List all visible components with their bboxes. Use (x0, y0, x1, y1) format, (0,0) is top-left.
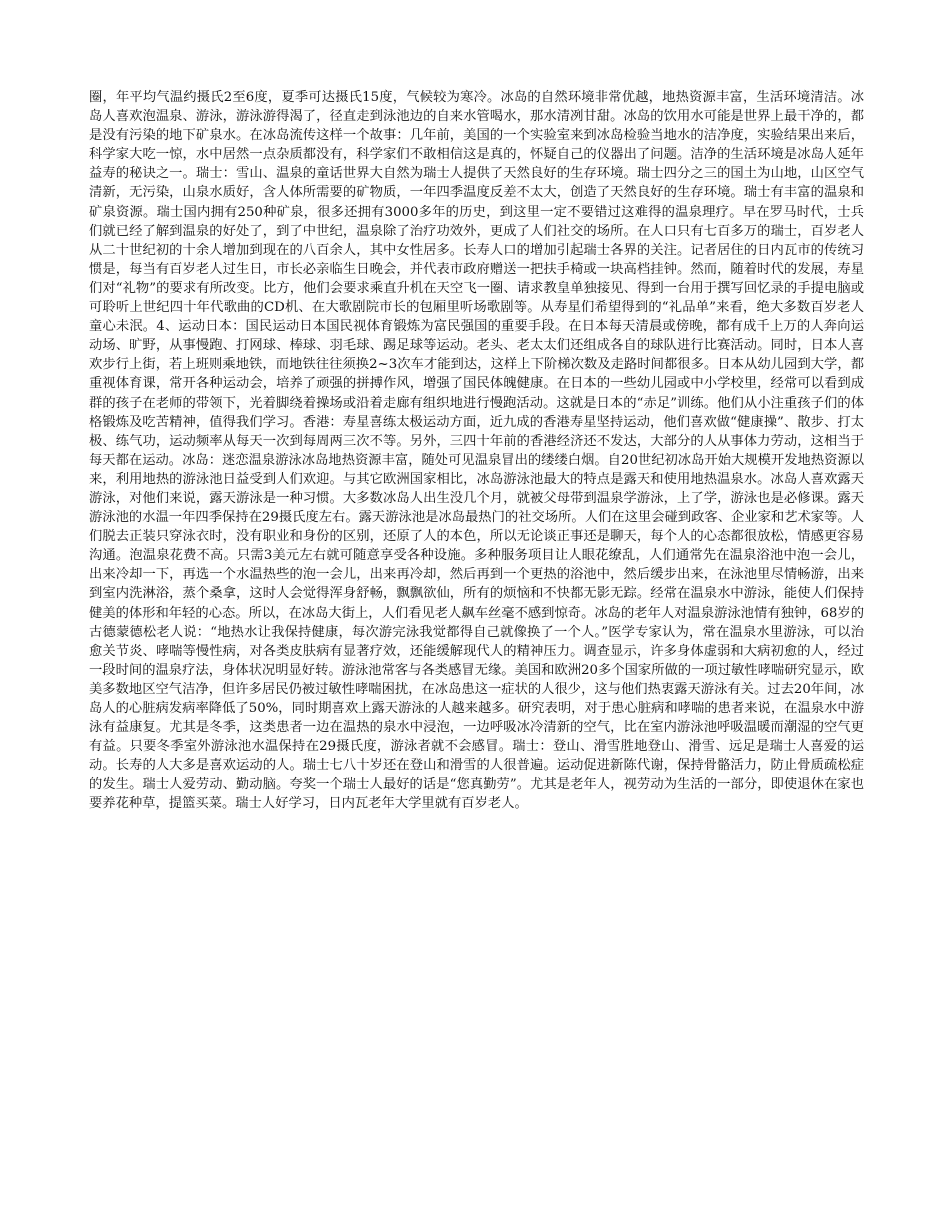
body-text: 圈，年平均气温约摄氏2至6度，夏季可达摄氏15度，气候较为寒冷。冰岛的自然环境非常优越，地热资源丰富，生活环境清洁。冰岛人喜欢泡温泉、游泳，游泳游得渴了，径直走到泳池边的自来水管喝水，那水清冽甘甜。冰岛的饮用水可能是世界上最干净的，都是没有污染的地下矿泉水。在冰岛流传这样一个故事：几年前，美国的一个实验室来到冰岛检验当地水的洁净度，实验结果出来后，科学家大吃一惊，水中居然一点杂质都没有，科学家们不敢相信这是真的，怀疑自己的仪器出了问题。洁净的生活环境是冰岛人延年益寿的秘诀之一。瑞士：雪山、温泉的童话世界大自然为瑞士人提供了天然良好的生存环境。瑞士四分之三的国土为山地，山区空气清新，无污染，山泉水质好，含人体所需要的矿物质，一年四季温度反差不太大，创造了天然良好的生存环境。瑞士有丰富的温泉和矿泉资源。瑞士国内拥有250种矿泉，很多还拥有3000多年的历史，到这里一定不要错过这难得的温泉理疗。早在罗马时代，士兵们就已经了解到温泉的好处了，到了中世纪，温泉除了治疗功效外，更成了人们社交的场所。在人口只有七百多万的瑞士，百岁老人从二十世纪初的十余人增加到现在的八百余人，其中女性居多。长寿人口的增加引起瑞士各界的关注。记者居住的日内瓦市的传统习惯是，每当有百岁老人过生日，市长必亲临生日晚会，并代表市政府赠送一把扶手椅或一块高档挂钟。然而，随着时代的发展，寿星们对“礼物”的要求有所改变。比方，他们会要求乘直升机在天空飞一圈、请求教皇单独接见、得到一台用于撰写回忆录的手提电脑或可聆听上世纪四十年代歌曲的CD机、在大歌剧院市长的包厢里听场歌剧等。从寿星们希望得到的“礼品单”来看，绝大多数百岁老人童心未泯。4、运动日本：国民运动日本国民视体育锻炼为富民强国的重要手段。在日本每天清晨或傍晚，都有成千上万的人奔向运动场、旷野，从事慢跑、打网球、棒球、羽毛球、踢足球等运动。老头、老太太们还组成各自的球队进行比赛活动。同时，日本人喜欢步行上街，若上班则乘地铁，而地铁往往须换2~3次车才能到达，这样上下阶梯次数及走路时间都很多。日本从幼儿园到大学，都重视体育课，常开各种运动会，培养了顽强的拼搏作风，增强了国民体魄健康。在日本的一些幼儿园或中小学校里，经常可以看到成群的孩子在老师的带领下，光着脚绕着操场或沿着走廊有组织地进行慢跑活动。这就是日本的“赤足”训练。他们从小注重孩子们的体格锻炼及吃苦精神，值得我们学习。香港：寿星喜练太极运动方面，近九成的香港寿星坚持运动，他们喜欢做“健康操”、散步、打太极、练气功，运动频率从每天一次到每周两三次不等。另外，三四十年前的香港经济还不发达，大部分的人从事体力劳动，这相当于每天都在运动。冰岛：迷恋温泉游泳冰岛地热资源丰富，随处可见温泉冒出的缕缕白烟。自20世纪初冰岛开始大规模开发地热资源以来，利用地热的游泳池日益受到人们欢迎。与其它欧洲国家相比，冰岛游泳池最大的特点是露天和使用地热温泉水。冰岛人喜欢露天游泳，对他们来说，露天游泳是一种习惯。大多数冰岛人出生没几个月，就被父母带到温泉学游泳，上了学，游泳也是必修课。露天游泳池的水温一年四季保持在29摄氏度左右。露天游泳池是冰岛最热门的社交场所。人们在这里会碰到政客、企业家和艺术家等。人们脱去正装只穿泳衣时，没有职业和身份的区别，还原了人的本色，所以无论谈正事还是聊天，每个人的心态都很放松，情感更容易沟通。泡温泉花费不高。只需3美元左右就可随意享受各种设施。多种服务项目让人眼花缭乱，人们通常先在温泉浴池中泡一会儿，出来冷却一下，再选一个水温热些的泡一会儿，出来再冷却，然后再到一个更热的浴池中，然后缓步出来，在泳池里尽情畅游，出来到室内洗淋浴，蒸个桑拿，这时人会觉得浑身舒畅，飘飘欲仙，所有的烦恼和不快都无影无踪。经常在温泉水中游泳，能使人们保持健美的体形和年轻的心态。所以，在冰岛大街上，人们看见老人飙车丝毫不感到惊奇。冰岛的老年人对温泉游泳池情有独钟，68岁的古德蒙德松老人说：“地热水让我保持健康，每次游完泳我觉都得自己就像换了一个人。”医学专家认为，常在温泉水里游泳，可以治愈关节炎、哮喘等慢性病，对各类皮肤病有显著疗效，还能缓解现代人的精神压力。调查显示，许多身体虚弱和大病初愈的人，经过一段时间的温泉疗法，身体状况明显好转。游泳池常客与各类感冒无缘。美国和欧洲20多个国家所做的一项过敏性哮喘研究显示，欧美多数地区空气洁净，但许多居民仍被过敏性哮喘困扰，在冰岛患这一症状的人很少，这与他们热衷露天游泳有关。过去20年间，冰岛人的心脏病发病率降低了50%，同时期喜欢上露天游泳的人越来越多。研究表明，对于患心脏病和哮喘的患者来说，在温泉水中游泳有益康复。尤其是冬季，这类患者一边在温热的泉水中浸泡，一边呼吸冰冷清新的空气，比在室内游泳池呼吸温暖而潮湿的空气更有益。只要冬季室外游泳池水温保持在29摄氏度，游泳者就不会感冒。瑞士：登山、滑雪胜地登山、滑雪、远足是瑞士人喜爱的运动。长寿的人大多是喜欢运动的人。瑞士七八十岁还在登山和滑雪的人很普遍。运动促进新陈代谢，保持骨骼活力，防止骨质疏松症的发生。瑞士人爱劳动、勤动脑。夸奖一个瑞士人最好的话是“您真勤劳”。尤其是老年人，视劳动为生活的一部分，即使退休在家也要养花种草，提篮买菜。瑞士人好学习，日内瓦老年大学里就有百岁老人。 (89, 90, 864, 812)
document-page (89, 88, 864, 814)
